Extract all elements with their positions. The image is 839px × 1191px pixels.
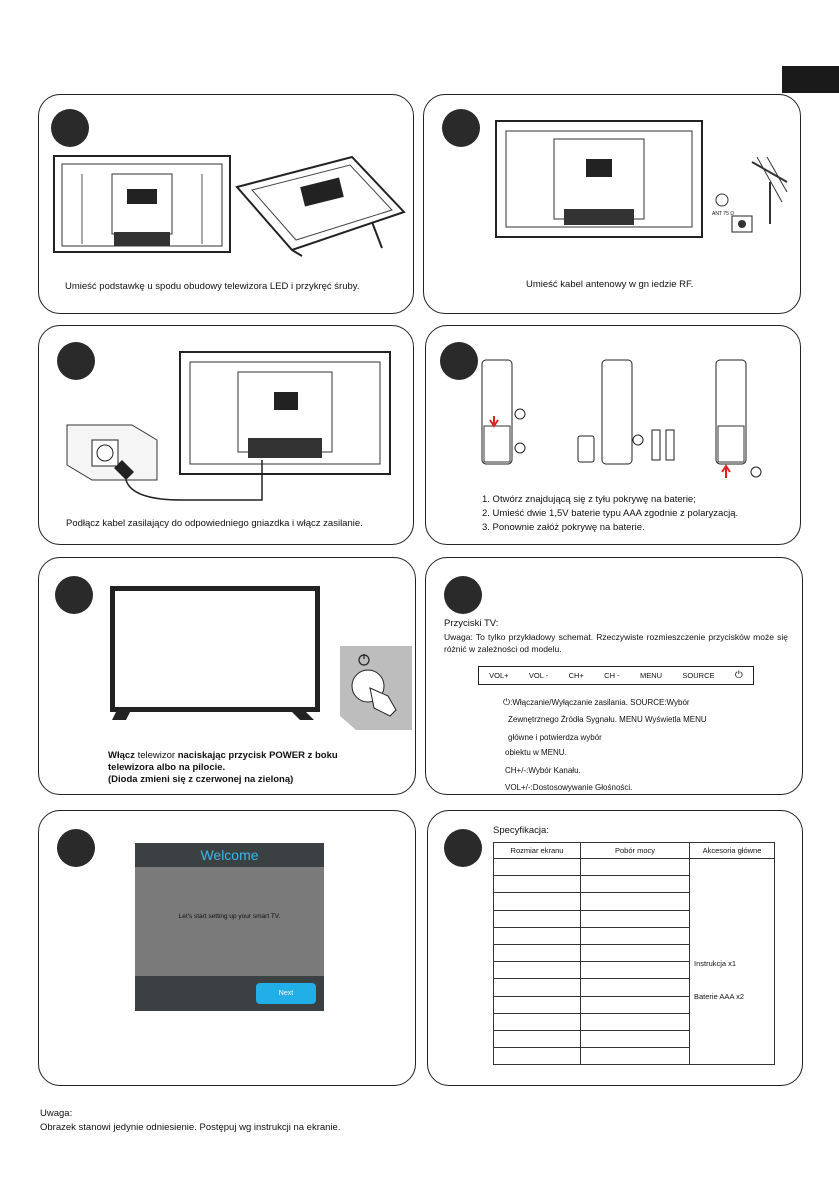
remote-battery-illustration [480, 356, 770, 480]
source-desc: Zewnętrznego Źródła Sygnału. MENU Wyświetla MENU [508, 715, 707, 724]
col-screen-size: Rozmiar ekranu [494, 843, 581, 859]
table-cell [494, 876, 581, 893]
step-1-caption: Umieść podstawkę u spodu obudowy telewizora LED i przykręć śruby. [65, 281, 360, 292]
power-icon: ⏻ [734, 670, 743, 681]
step-5-badge [55, 576, 93, 614]
table-cell [581, 979, 690, 996]
table-row [494, 859, 775, 876]
step-8-badge [444, 829, 482, 867]
power-normal-text: telewizor [134, 750, 178, 761]
wall-socket-illustration [62, 420, 272, 510]
table-cell [581, 1030, 690, 1047]
tv-back-antenna-illustration [494, 119, 704, 243]
step-5-caption-line3: (Dioda zmieni się z czerwonej na zieloną) [108, 774, 294, 785]
spec-header-row [494, 843, 775, 859]
antenna-icon [712, 152, 792, 242]
power-rest-text: naciskając przycisk POWER z boku [177, 750, 338, 761]
step-1-badge [51, 109, 89, 147]
table-cell [494, 910, 581, 927]
step-3-caption: Podłącz kabel zasilający do odpowiedniego gniazdka i włącz zasilanie. [66, 518, 363, 529]
table-cell [581, 927, 690, 944]
step-2-caption: Umieść kabel antenowy w gn iedzie RF. [526, 279, 694, 290]
step-7-badge [57, 829, 95, 867]
welcome-header [135, 843, 324, 867]
table-cell [494, 1030, 581, 1047]
battery-step-2: 2. Umieść dwie 1,5V baterie typu AAA zgodnie z polaryzacją. [482, 508, 739, 519]
table-cell [581, 893, 690, 910]
power-desc-text: :Włączanie/Wyłączanie zasilania. SOURCE:Wybór [510, 698, 690, 707]
col-accessories: Akcesoria główne [690, 843, 775, 859]
table-cell [581, 1048, 690, 1065]
step-6-badge [444, 576, 482, 614]
battery-step-1: 1. Otwórz znajdującą się z tyłu pokrywę na baterie; [482, 494, 696, 505]
table-cell [581, 876, 690, 893]
source-label: SOURCE [682, 671, 715, 680]
ch-desc: CH+/-:Wybór Kanału. [505, 766, 581, 775]
tv-buttons-note: Uwaga: To tylko przykładowy schemat. Rzeczywiste rozmieszczenie przycisków może się różnić w zależności od modelu. [444, 632, 788, 654]
next-button[interactable]: Next [256, 983, 316, 1004]
step-4-badge [440, 342, 478, 380]
step-2-badge [442, 109, 480, 147]
table-cell [581, 1013, 690, 1030]
setup-text: Let's start setting up your smart TV. [178, 913, 281, 920]
footer-text: Obrazek stanowi jedynie odniesienie. Postępuj wg instrukcji na ekranie. [40, 1122, 341, 1133]
table-cell [581, 859, 690, 876]
power-desc [503, 697, 690, 708]
col-power: Pobór mocy [581, 843, 690, 859]
spec-table [493, 842, 775, 1065]
step-3-badge [57, 342, 95, 380]
vol-plus-label: VOL+ [489, 671, 509, 680]
vol-desc: VOL+/-:Dostosowywanie Głośności. [505, 783, 633, 792]
table-cell [494, 979, 581, 996]
footer-label: Uwaga: [40, 1108, 73, 1119]
table-cell [581, 944, 690, 961]
accessory-batteries: Baterie AAA x2 [694, 992, 745, 1001]
language-tab [782, 66, 839, 93]
step-5-caption-line2: telewizora albo na pilocie. [108, 762, 226, 773]
tv-buttons-title: Przyciski TV: [444, 618, 499, 629]
table-cell [494, 996, 581, 1013]
menu-label: MENU [639, 671, 663, 680]
welcome-screen [135, 843, 324, 1011]
step-5-caption-line1 [108, 750, 338, 762]
ch-minus-label: CH - [604, 671, 620, 680]
power-icon-small: ⏻ [503, 697, 511, 707]
antenna-label: ANT 75 Ω [712, 211, 734, 217]
power-bold-text: Włącz [108, 750, 135, 761]
ch-plus-label: CH+ [568, 671, 584, 680]
table-cell [494, 944, 581, 961]
tv-stand-illustration [232, 152, 408, 256]
table-cell [494, 893, 581, 910]
tv-front-illustration [108, 584, 322, 724]
table-cell [494, 859, 581, 876]
table-cell [494, 962, 581, 979]
accessory-instruction: Instrukcja x1 [694, 959, 737, 968]
welcome-title: Welcome [200, 847, 259, 863]
spec-title: Specyfikacja: [493, 825, 549, 836]
menu-desc: główne i potwierdza wybór [508, 733, 602, 742]
vol-minus-label: VOL - [528, 671, 549, 680]
table-cell [494, 927, 581, 944]
accessories-cell [690, 859, 775, 1065]
tv-button-row [478, 666, 754, 685]
tv-back-illustration [52, 154, 232, 258]
welcome-footer [135, 976, 324, 1011]
table-cell [581, 996, 690, 1013]
table-cell [494, 1048, 581, 1065]
table-cell [581, 962, 690, 979]
table-cell [494, 1013, 581, 1030]
menu-desc-2: obiektu w MENU. [505, 748, 567, 757]
battery-step-3: 3. Ponownie załóż pokrywę na baterie. [482, 522, 645, 533]
table-cell [581, 910, 690, 927]
power-button-illustration [340, 646, 412, 730]
